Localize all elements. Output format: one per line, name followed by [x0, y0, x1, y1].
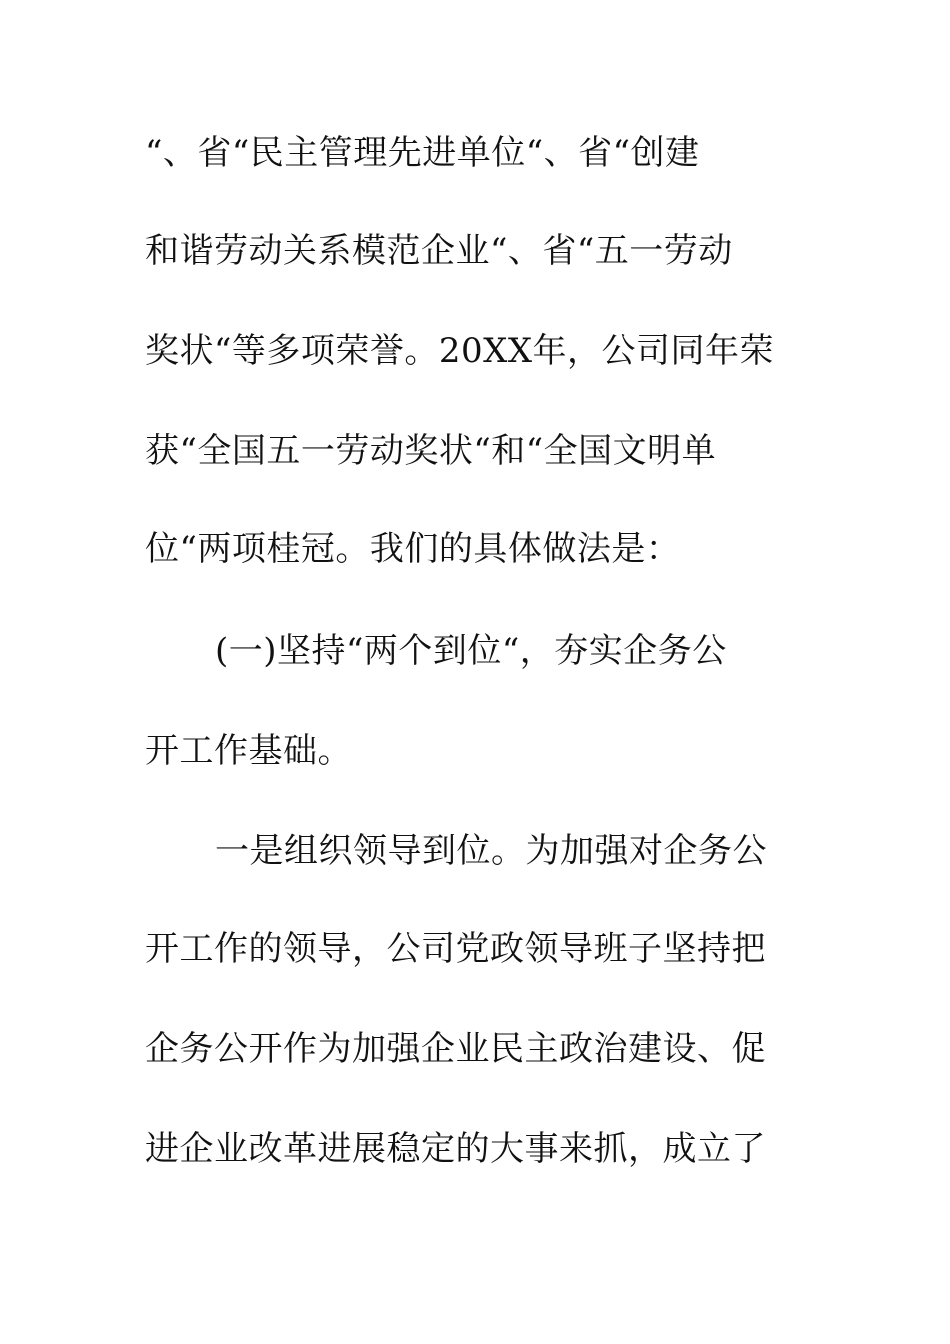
text-line-10: 企务公开作为加强企业民主政治建设、促 [145, 1029, 766, 1069]
text-line-2: 和谐劳动关系模范企业“、省“五一劳动 [145, 231, 733, 271]
section-heading: (一)坚持“两个到位“，夯实企务公 [215, 631, 727, 671]
text-line-7: 开工作基础。 [145, 731, 352, 771]
text-line-9: 开工作的领导，公司党政领导班子坚持把 [145, 929, 766, 969]
text-line-3: 奖状“等多项荣誉。20XX年，公司同年荣 [145, 331, 775, 371]
text-line-1: “、省“民主管理先进单位“、省“创建 [145, 133, 700, 173]
paragraph-start: 一是组织领导到位。为加强对企务公 [215, 831, 767, 871]
text-line-4: 获“全国五一劳动奖状“和“全国文明单 [145, 431, 717, 471]
text-line-11: 进企业改革进展稳定的大事来抓，成立了 [145, 1129, 766, 1169]
text-line-5: 位“两项桂冠。我们的具体做法是： [145, 529, 681, 569]
